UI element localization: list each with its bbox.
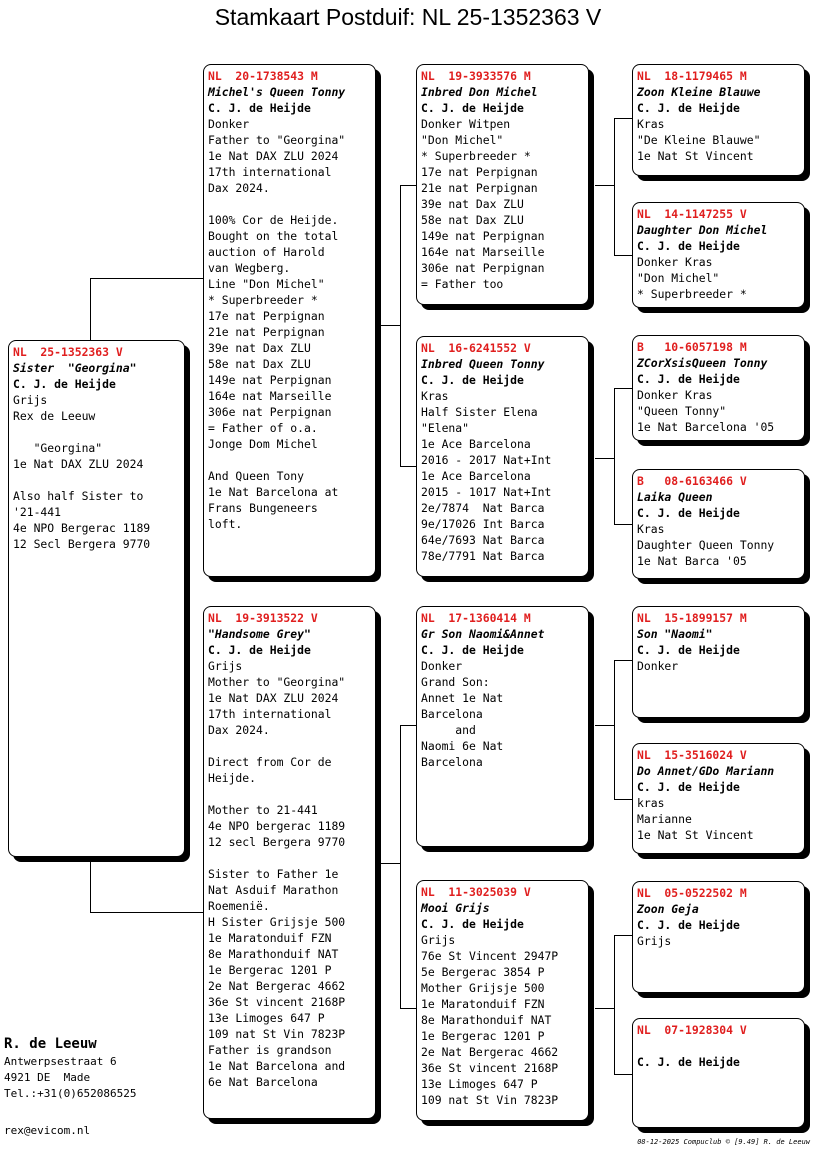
- info-line: 17th international: [208, 707, 332, 721]
- info-line: 109 nat St Vin 7823P: [208, 1027, 346, 1041]
- info-line: * Superbreeder *: [208, 293, 318, 307]
- info-line: 2015 - 1017 Nat+Int: [421, 485, 552, 499]
- info-line: 1e Bergerac 1201 P: [421, 1029, 545, 1043]
- info-line: Mother to 21-441: [208, 803, 318, 817]
- breeder-name: C. J. de Heijde: [637, 239, 740, 253]
- info-line: [208, 452, 375, 468]
- info-line: Heijde.: [208, 771, 257, 785]
- ring-number: NL 05-0522502 M: [637, 886, 747, 900]
- pigeon-name: Zoon Kleine Blauwe: [637, 85, 761, 99]
- info-line: Dax 2024.: [208, 181, 270, 195]
- breeder-name: C. J. de Heijde: [421, 101, 524, 115]
- info-line: Kras: [421, 389, 449, 403]
- connector-line: [614, 799, 633, 800]
- card-father-father: [416, 64, 589, 305]
- info-line: 2016 - 2017 Nat+Int: [421, 453, 552, 467]
- pigeon-name: Do Annet/GDo Mariann: [637, 764, 775, 778]
- info-line: Donker: [208, 117, 250, 131]
- info-line: 149e nat Perpignan: [208, 373, 332, 387]
- ring-number: NL 16-6241552 V: [421, 341, 531, 355]
- info-line: 12 Secl Bergera 9770: [13, 537, 151, 551]
- info-line: Bought on the total: [208, 229, 339, 243]
- connector-line: [90, 278, 91, 340]
- ring-number: NL 15-3516024 V: [637, 748, 747, 762]
- ring-number: NL 19-3933576 M: [421, 69, 531, 83]
- info-line: Also half Sister to: [13, 489, 144, 503]
- breeder-name: C. J. de Heijde: [637, 643, 740, 657]
- info-line: 17th international: [208, 165, 332, 179]
- card-mother: [203, 606, 376, 1119]
- info-line: 1e Nat DAX ZLU 2024: [13, 457, 144, 471]
- info-line: 1e Maratonduif FZN: [421, 997, 545, 1011]
- info-line: [13, 424, 184, 440]
- info-line: Daughter Queen Tonny: [637, 538, 775, 552]
- info-line: van Wegberg.: [208, 261, 291, 275]
- ring-number: NL 11-3025039 V: [421, 885, 531, 899]
- info-line: 39e nat Dax ZLU: [421, 197, 524, 211]
- info-line: 78e/7791 Nat Barca: [421, 549, 545, 563]
- info-line: 21e nat Perpignan: [421, 181, 538, 195]
- card-fm-mother: [632, 469, 805, 579]
- card-mother-mother: [416, 880, 589, 1121]
- info-line: and: [421, 723, 476, 737]
- info-line: 2e/7874 Nat Barca: [421, 501, 545, 515]
- card-mf-mother: [632, 743, 805, 854]
- info-line: 1e Ace Barcelona: [421, 469, 531, 483]
- info-line: And Queen Tony: [208, 469, 305, 483]
- info-line: [208, 850, 375, 866]
- connector-line: [614, 255, 633, 256]
- info-line: 1e Nat St Vincent: [637, 828, 754, 842]
- connector-line: [90, 278, 204, 279]
- connector-line: [400, 185, 417, 186]
- info-line: 1e Nat Barcelona '05: [637, 420, 775, 434]
- connector-line: [614, 660, 615, 800]
- ring-number: NL 17-1360414 M: [421, 611, 531, 625]
- connector-line: [400, 725, 417, 726]
- info-line: "Don Michel": [421, 133, 504, 147]
- info-line: Line "Don Michel": [208, 277, 325, 291]
- pigeon-name: "Handsome Grey": [208, 627, 311, 641]
- info-line: Barcelona: [421, 707, 483, 721]
- info-line: 39e nat Dax ZLU: [208, 341, 311, 355]
- info-line: 13e Limoges 647 P: [421, 1077, 538, 1091]
- info-line: 1e Nat DAX ZLU 2024: [208, 691, 339, 705]
- info-line: 1e Nat Barcelona at: [208, 485, 339, 499]
- info-line: 64e/7693 Nat Barca: [421, 533, 545, 547]
- connector-line: [400, 466, 417, 467]
- info-line: "De Kleine Blauwe": [637, 133, 761, 147]
- info-line: 2e Nat Bergerac 4662: [421, 1045, 559, 1059]
- connector-line: [595, 1008, 615, 1009]
- info-line: Nat Asduif Marathon: [208, 883, 339, 897]
- info-line: 9e/17026 Int Barca: [421, 517, 545, 531]
- info-line: 1e Nat Barca '05: [637, 554, 747, 568]
- info-line: Grijs: [13, 393, 48, 407]
- breeder-name: C. J. de Heijde: [13, 377, 116, 391]
- info-line: Marianne: [637, 812, 692, 826]
- info-line: Kras: [637, 522, 665, 536]
- info-line: 17e nat Perpignan: [208, 309, 325, 323]
- info-line: Mother Grijsje 500: [421, 981, 545, 995]
- breeder-name: C. J. de Heijde: [637, 780, 740, 794]
- info-line: Barcelona: [421, 755, 483, 769]
- connector-line: [614, 1074, 633, 1075]
- info-line: 306e nat Perpignan: [208, 405, 332, 419]
- info-line: Annet 1e Nat: [421, 691, 504, 705]
- info-line: 4e NPO Bergerac 1189: [13, 521, 151, 535]
- breeder-name: C. J. de Heijde: [208, 101, 311, 115]
- info-line: 58e nat Dax ZLU: [208, 357, 311, 371]
- info-line: 1e Maratonduif FZN: [208, 931, 332, 945]
- info-line: [208, 738, 375, 754]
- info-line: Donker Witpen: [421, 117, 511, 131]
- info-line: 2e Nat Bergerac 4662: [208, 979, 346, 993]
- info-line: Father is grandson: [208, 1043, 332, 1057]
- connector-line: [381, 863, 401, 864]
- card-mm-mother: [632, 1018, 805, 1128]
- info-line: kras: [637, 796, 665, 810]
- info-line: H Sister Grijsje 500: [208, 915, 346, 929]
- pigeon-name: Zoon Geja: [637, 902, 699, 916]
- pigeon-name: Laika Queen: [637, 490, 713, 504]
- info-line: Father to "Georgina": [208, 133, 346, 147]
- card-ff-father: [632, 64, 805, 176]
- info-line: 6e Nat Barcelona: [208, 1075, 318, 1089]
- page-title: Stamkaart Postduif: NL 25-1352363 V: [214, 4, 602, 30]
- info-line: auction of Harold: [208, 245, 325, 259]
- info-line: = Father too: [421, 277, 504, 291]
- info-line: 17e nat Perpignan: [421, 165, 538, 179]
- pigeon-name: Son "Naomi": [637, 627, 713, 641]
- card-fm-father: [632, 335, 805, 441]
- breeder-name: C. J. de Heijde: [637, 372, 740, 386]
- info-line: * Superbreeder *: [637, 287, 747, 301]
- info-line: 1e Ace Barcelona: [421, 437, 531, 451]
- connector-line: [614, 935, 633, 936]
- info-line: Donker: [421, 659, 463, 673]
- card-father-mother: [416, 336, 589, 577]
- footer-note: 08-12-2025 Compuclub © [9.49] R. de Leeuw: [637, 1138, 810, 1146]
- info-line: Naomi 6e Nat: [421, 739, 504, 753]
- info-line: loft.: [208, 517, 243, 531]
- info-line: 12 secl Bergera 9770: [208, 835, 346, 849]
- ring-number: NL 19-3913522 V: [208, 611, 318, 625]
- info-line: 8e Marathonduif NAT: [208, 947, 339, 961]
- breeder-name: C. J. de Heijde: [637, 918, 740, 932]
- info-line: 21e nat Perpignan: [208, 325, 325, 339]
- owner-block: [4, 1034, 136, 1102]
- connector-line: [595, 458, 615, 459]
- info-line: [13, 472, 184, 488]
- info-line: Direct from Cor de: [208, 755, 332, 769]
- info-line: Frans Bungeneers: [208, 501, 318, 515]
- connector-line: [614, 935, 615, 1075]
- connector-line: [400, 1008, 417, 1009]
- pigeon-name: [637, 1038, 804, 1054]
- pigeon-name: Mooi Grijs: [421, 901, 490, 915]
- pigeon-name: Inbred Queen Tonny: [421, 357, 545, 371]
- info-line: Sister to Father 1e: [208, 867, 339, 881]
- card-mother-father: [416, 606, 589, 847]
- ring-number: B 08-6163466 V: [637, 474, 747, 488]
- info-line: 306e nat Perpignan: [421, 261, 545, 275]
- connector-line: [614, 388, 633, 389]
- info-line: 109 nat St Vin 7823P: [421, 1093, 559, 1107]
- info-line: Donker Kras: [637, 255, 713, 269]
- pigeon-name: Gr Son Naomi&Annet: [421, 627, 545, 641]
- info-line: = Father of o.a.: [208, 421, 318, 435]
- info-line: 76e St Vincent 2947P: [421, 949, 559, 963]
- connector-line: [614, 524, 633, 525]
- info-line: 8e Marathonduif NAT: [421, 1013, 552, 1027]
- ring-number: NL 14-1147255 V: [637, 207, 747, 221]
- info-line: Jonge Dom Michel: [208, 437, 318, 451]
- connector-line: [614, 388, 615, 525]
- owner-name: R. de Leeuw: [4, 1036, 97, 1052]
- info-line: 164e nat Marseille: [421, 245, 545, 259]
- info-line: 13e Limoges 647 P: [208, 1011, 325, 1025]
- connector-line: [381, 325, 401, 326]
- owner-email[interactable]: rex@evicom.nl: [4, 1124, 91, 1137]
- info-line: 4e NPO bergerac 1189: [208, 819, 346, 833]
- info-line: "Queen Tonny": [637, 404, 727, 418]
- pigeon-name: Sister "Georgina": [13, 361, 137, 375]
- info-line: Dax 2024.: [208, 723, 270, 737]
- info-line: 1e Bergerac 1201 P: [208, 963, 332, 977]
- pigeon-name: Inbred Don Michel: [421, 85, 538, 99]
- ring-number: NL 18-1179465 M: [637, 69, 747, 83]
- ring-number: NL 25-1352363 V: [13, 345, 123, 359]
- pigeon-name: Michel's Queen Tonny: [208, 85, 346, 99]
- connector-line: [400, 725, 401, 1009]
- info-line: 5e Bergerac 3854 P: [421, 965, 545, 979]
- info-line: [208, 196, 375, 212]
- owner-address: Antwerpsestraat 6: [4, 1055, 117, 1068]
- breeder-name: C. J. de Heijde: [421, 643, 524, 657]
- info-line: Rex de Leeuw: [13, 409, 96, 423]
- connector-line: [595, 185, 615, 186]
- info-line: 58e nat Dax ZLU: [421, 213, 524, 227]
- info-line: 36e St vincent 2168P: [421, 1061, 559, 1075]
- breeder-name: C. J. de Heijde: [208, 643, 311, 657]
- breeder-name: C. J. de Heijde: [637, 506, 740, 520]
- info-line: Donker Kras: [637, 388, 713, 402]
- info-line: Donker: [637, 659, 679, 673]
- breeder-name: C. J. de Heijde: [637, 101, 740, 115]
- info-line: * Superbreeder *: [421, 149, 531, 163]
- info-line: Grijs: [637, 934, 672, 948]
- info-line: 1e Nat DAX ZLU 2024: [208, 149, 339, 163]
- breeder-name: C. J. de Heijde: [421, 917, 524, 931]
- pigeon-name: ZCorXsisQueen Tonny: [637, 356, 768, 370]
- info-line: '21-441: [13, 505, 62, 519]
- card-mm-father: [632, 881, 805, 993]
- ring-number: B 10-6057198 M: [637, 340, 747, 354]
- card-mf-father: [632, 606, 805, 718]
- connector-line: [400, 185, 401, 467]
- connector-line: [595, 725, 615, 726]
- owner-phone: Tel.:+31(0)652086525: [4, 1087, 137, 1100]
- pigeon-name: Daughter Don Michel: [637, 223, 768, 237]
- breeder-name: C. J. de Heijde: [637, 1055, 740, 1069]
- connector-line: [614, 118, 615, 256]
- info-line: 149e nat Perpignan: [421, 229, 545, 243]
- ring-number: NL 15-1899157 M: [637, 611, 747, 625]
- card-ff-mother: [632, 202, 805, 308]
- info-line: "Elena": [421, 421, 470, 435]
- info-line: Kras: [637, 117, 665, 131]
- info-line: "Don Michel": [637, 271, 720, 285]
- info-line: Grijs: [421, 933, 456, 947]
- connector-line: [614, 660, 633, 661]
- info-line: "Georgina": [13, 441, 103, 455]
- info-line: Roemenië.: [208, 899, 270, 913]
- info-line: 36e St vincent 2168P: [208, 995, 346, 1009]
- connector-line: [90, 857, 91, 913]
- connector-line: [614, 118, 633, 119]
- connector-line: [90, 912, 204, 913]
- owner-city: 4921 DE Made: [4, 1071, 91, 1084]
- info-line: 100% Cor de Heijde.: [208, 213, 339, 227]
- info-line: [208, 786, 375, 802]
- info-line: Mother to "Georgina": [208, 675, 346, 689]
- info-line: Grand Son:: [421, 675, 490, 689]
- info-line: Grijs: [208, 659, 243, 673]
- ring-number: NL 07-1928304 V: [637, 1023, 747, 1037]
- card-subject: [8, 340, 185, 857]
- info-line: 164e nat Marseille: [208, 389, 332, 403]
- info-line: Half Sister Elena: [421, 405, 538, 419]
- ring-number: NL 20-1738543 M: [208, 69, 318, 83]
- info-line: 1e Nat Barcelona and: [208, 1059, 346, 1073]
- info-line: 1e Nat St Vincent: [637, 149, 754, 163]
- breeder-name: C. J. de Heijde: [421, 373, 524, 387]
- card-father: [203, 64, 376, 577]
